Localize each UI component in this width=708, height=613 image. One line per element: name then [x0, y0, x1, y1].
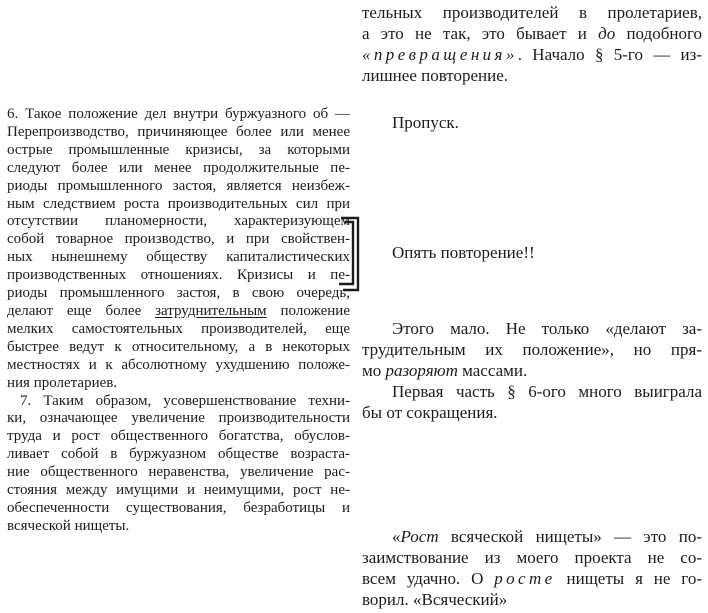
- text-segment: Пропуск.: [392, 113, 459, 132]
- text-segment: трудительным их положение», но пря-: [362, 340, 702, 359]
- text-line: [7, 178, 350, 196]
- text-line: [7, 410, 350, 428]
- text-segment: острые промышленные кризисы, за которыми: [7, 141, 350, 158]
- text-line: [7, 106, 350, 124]
- text-segment: всяческой нищеты» — это по-: [438, 527, 702, 546]
- text-line: [362, 339, 702, 360]
- text-segment: заимствование из моего проекта не со-: [362, 548, 702, 567]
- emphasized-text: до: [598, 24, 616, 43]
- text-segment: а это не так, это бывает и: [362, 24, 599, 43]
- text-segment: массами.: [457, 361, 528, 380]
- margin-note-rost-nischety: [362, 526, 702, 610]
- text-segment: Перепроизводство, причиняющее более или менее: [7, 123, 350, 140]
- text-segment: . Начало § 5-го — из-: [517, 45, 702, 64]
- text-segment: тельных производителей в пролетариев,: [362, 3, 702, 22]
- emphasized-text: Рост: [400, 527, 439, 546]
- text-line: [7, 142, 350, 160]
- text-segment: подобного: [615, 24, 703, 43]
- text-line: [362, 589, 702, 610]
- text-line: [362, 23, 702, 44]
- text-segment: риоды промышленного застоя, является неизбеж-: [7, 177, 350, 194]
- text-segment: производственных отношениях. Кризисы и пе-: [7, 267, 350, 284]
- text-segment: ния пролетариев.: [7, 374, 118, 391]
- emphasized-text: росте: [494, 569, 556, 588]
- text-segment: делают еще более: [7, 302, 156, 319]
- text-segment: Опять повторение!!: [392, 243, 535, 262]
- text-segment: Этого мало. Не только «делают за-: [392, 319, 702, 338]
- text-line: [7, 249, 350, 267]
- text-line: [7, 124, 350, 142]
- text-line: [7, 160, 350, 178]
- text-line: [7, 285, 350, 303]
- text-segment: всяческой нищеты.: [7, 517, 130, 534]
- text-segment: следуют более или менее продолжительные пе-: [7, 159, 350, 176]
- text-segment: лишнее повторение.: [362, 66, 509, 85]
- text-line: [7, 267, 350, 285]
- text-line: [7, 231, 350, 249]
- text-segment: ных нынешнему обществу капиталистических: [7, 249, 350, 266]
- text-segment: труда и рост общественного богатства, обуслов-: [7, 428, 350, 445]
- text-line: [7, 196, 350, 214]
- text-line: [7, 446, 350, 464]
- text-line: [362, 402, 702, 423]
- text-segment: местностях и к абсолютному ухудшению положе-: [7, 356, 350, 373]
- text-line: [362, 2, 702, 23]
- text-line: [7, 500, 350, 518]
- margin-note-continuation: [362, 2, 702, 86]
- text-line: [7, 375, 350, 393]
- text-segment: Первая часть § 6-ого много выиграла: [392, 382, 702, 401]
- text-line: [7, 213, 350, 231]
- text-line: [362, 318, 702, 339]
- text-segment: риоды промышленного застоя, в свою очередь,: [7, 285, 350, 302]
- text-segment: положение: [266, 302, 350, 319]
- text-segment: 6. Такое положение дел внутри буржуазного об —: [7, 106, 350, 122]
- text-segment: ворил. «Всяческий»: [362, 590, 508, 609]
- text-segment: быстрее ведут к относительному, а в некоторых: [7, 338, 350, 355]
- emphasized-text: разоряют: [385, 361, 458, 380]
- text-line: [7, 518, 350, 536]
- text-segment: обеспеченности существования, безработицы и: [7, 499, 350, 516]
- text-segment: ливает собой в буржуазном обществе возраста-: [7, 446, 350, 463]
- text-line: [7, 393, 350, 411]
- text-segment: стояния между имущими и неимущими, рост не-: [7, 482, 350, 499]
- text-line: [362, 44, 702, 65]
- text-line: [362, 112, 702, 133]
- margin-note-opyat-povtorenie: [362, 242, 702, 263]
- underlined-text: затруднительным: [155, 302, 267, 319]
- text-line: [7, 303, 350, 321]
- text-segment: ние общественного неравенства, увеличение рас-: [7, 464, 350, 481]
- text-segment: мо: [362, 361, 386, 380]
- text-line: [7, 321, 350, 339]
- bracket-outer-line: [341, 218, 358, 290]
- text-segment: ки, означающее увеличение производительности: [7, 410, 350, 427]
- text-segment: нищеты я не го-: [555, 569, 702, 588]
- text-line: [7, 339, 350, 357]
- margin-note-etogo-malo: [362, 318, 702, 381]
- text-line: [362, 360, 702, 381]
- text-line: [7, 357, 350, 375]
- text-line: [362, 568, 702, 589]
- text-line: [362, 526, 702, 547]
- text-line: [362, 547, 702, 568]
- text-line: [362, 65, 702, 86]
- text-line: [362, 381, 702, 402]
- bracket-inner-line: [339, 222, 353, 284]
- text-line: [362, 242, 702, 263]
- paragraph-6: [7, 106, 350, 393]
- text-segment: бы от сокращения.: [362, 403, 498, 422]
- text-segment: всем удачно. О: [362, 569, 495, 588]
- margin-note-propusk: [362, 112, 702, 133]
- text-line: [7, 464, 350, 482]
- margin-note-pervaya-chast: [362, 381, 702, 423]
- text-segment: ным следствием роста производительных сил при: [7, 195, 350, 212]
- text-segment: 7. Таким образом, усовершенствование техни-: [20, 392, 350, 409]
- text-segment: собой товарное производство, и при свойствен-: [7, 231, 350, 248]
- text-segment: отсутствии планомерности, характеризующем: [7, 213, 350, 230]
- emphasized-text: «превращения»: [362, 45, 518, 64]
- main-text-column: [7, 106, 350, 536]
- text-line: [7, 428, 350, 446]
- paragraph-7: [7, 393, 350, 536]
- text-segment: мелких самостоятельных производителей, еще: [7, 320, 350, 337]
- text-segment: «: [392, 527, 401, 546]
- text-line: [7, 482, 350, 500]
